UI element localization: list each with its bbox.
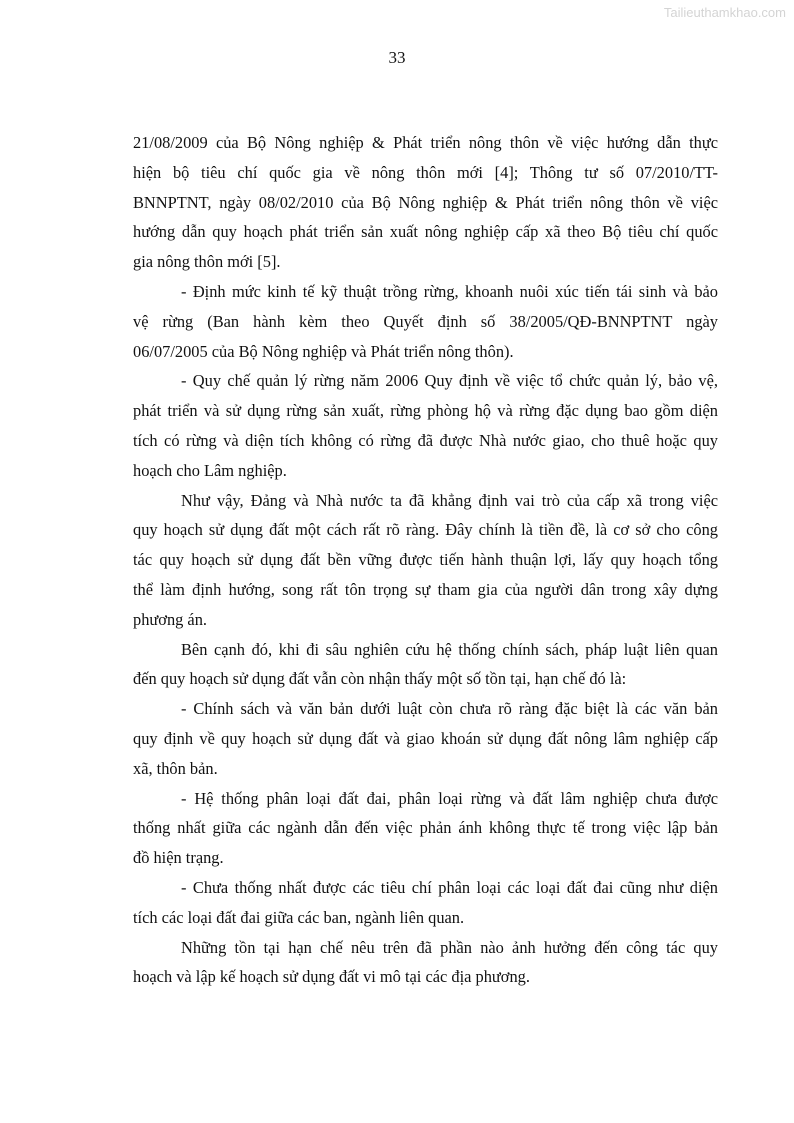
- text-line: 21/08/2009 của Bộ Nông nghiệp & Phát triển nông thôn về việc hướng dẫn thực: [133, 133, 718, 152]
- paragraph: [133, 486, 718, 635]
- page-number: 33: [388, 48, 406, 67]
- paragraph: [133, 366, 718, 485]
- text-line: đồ hiện trạng.: [133, 848, 224, 868]
- document-body: [133, 128, 718, 992]
- text-line: - Chưa thống nhất được các tiêu chí phân loại các loại đất đai cũng như diện: [181, 877, 718, 897]
- paragraph: [133, 694, 718, 783]
- paragraph: [133, 784, 718, 873]
- text-line: Bên cạnh đó, khi đi sâu nghiên cứu hệ thống chính sách, pháp luật liên quan: [181, 639, 718, 659]
- text-line: hiện bộ tiêu chí quốc gia về nông thôn mới [4]; Thông tư số 07/2010/TT-: [133, 162, 718, 182]
- text-line: - Chính sách và văn bản dưới luật còn chưa rõ ràng đặc biệt là các văn bản: [181, 699, 718, 719]
- text-line: xã, thôn bản.: [133, 758, 218, 778]
- text-line: đến quy hoạch sử dụng đất vẫn còn nhận thấy một số tồn tại, hạn chế đó là:: [133, 669, 627, 689]
- text-line: - Quy chế quản lý rừng năm 2006 Quy định về việc tổ chức quản lý, bảo vệ,: [181, 371, 718, 391]
- paragraph: [133, 635, 718, 695]
- text-line: gia nông thôn mới [5].: [133, 252, 281, 272]
- paragraph: [133, 933, 718, 993]
- text-line: phát triển và sử dụng rừng sản xuất, rừng phòng hộ và rừng đặc dụng bao gồm diện: [133, 401, 718, 421]
- text-line: tích có rừng và diện tích không có rừng đã được Nhà nước giao, cho thuê hoặc quy: [133, 430, 718, 450]
- paragraph: [133, 128, 718, 277]
- text-line: 06/07/2005 của Bộ Nông nghiệp và Phát triển nông thôn).: [133, 341, 514, 361]
- text-line: tích các loại đất đai giữa các ban, ngành liên quan.: [133, 907, 465, 927]
- text-line: quy hoạch sử dụng đất một cách rất rõ ràng. Đây chính là tiền đề, là cơ sở cho công: [133, 520, 718, 540]
- paragraph: [133, 277, 718, 366]
- watermark: Tailieuthamkhao.com: [663, 5, 786, 20]
- text-line: Như vậy, Đảng và Nhà nước ta đã khẳng định vai trò của cấp xã trong việc: [181, 490, 718, 510]
- text-line: vệ rừng (Ban hành kèm theo Quyết định số 38/2005/QĐ-BNNPTNT ngày: [133, 311, 718, 331]
- paragraph: [133, 873, 718, 933]
- text-line: BNNPTNT, ngày 08/02/2010 của Bộ Nông nghiệp & Phát triển nông thôn về việc: [133, 192, 718, 212]
- text-line: - Định mức kinh tế kỹ thuật trồng rừng, khoanh nuôi xúc tiến tái sinh và bảo: [181, 281, 718, 301]
- text-line: thống nhất giữa các ngành dẫn đến việc phản ánh không thực tế trong việc lập bản: [133, 818, 718, 838]
- text-line: hoạch và lập kế hoạch sử dụng đất vi mô tại các địa phương.: [133, 967, 530, 987]
- text-line: thể làm định hướng, song rất tôn trọng sự tham gia của người dân trong xây dựng: [133, 579, 718, 599]
- text-line: quy định về quy hoạch sử dụng đất và giao khoán sử dụng đất nông lâm nghiệp cấp: [133, 728, 718, 748]
- text-line: - Hệ thống phân loại đất đai, phân loại rừng và đất lâm nghiệp chưa được: [181, 788, 718, 808]
- text-line: tác quy hoạch sử dụng đất bền vững được tiến hành thuận lợi, lấy quy hoạch tổng: [133, 550, 718, 570]
- text-line: phương án.: [133, 609, 207, 629]
- text-line: hoạch cho Lâm nghiệp.: [133, 460, 287, 480]
- text-line: Những tồn tại hạn chế nêu trên đã phần nào ảnh hưởng đến công tác quy: [181, 937, 718, 957]
- text-line: hướng dẫn quy hoạch phát triển sản xuất nông nghiệp cấp xã theo Bộ tiêu chí quốc: [133, 222, 718, 242]
